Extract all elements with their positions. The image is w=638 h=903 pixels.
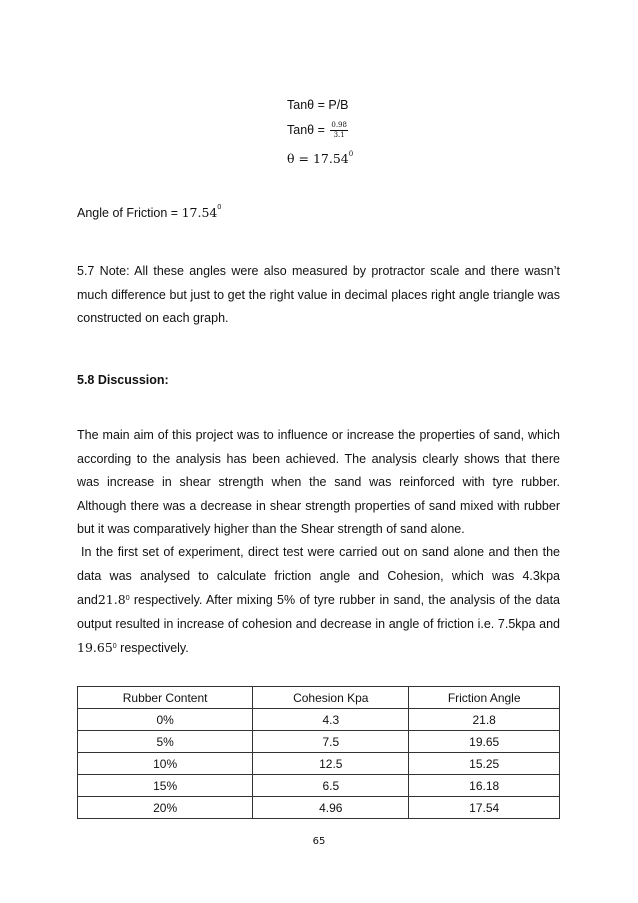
degree-superscript: 0 — [112, 643, 117, 651]
para2-text-c: respectively. — [116, 641, 189, 656]
table-cell: 10% — [78, 753, 253, 775]
table-cell: 20% — [78, 797, 253, 819]
formula-line-3-prefix: θ = — [287, 151, 313, 166]
discussion-paragraph-2 — [77, 541, 560, 661]
degree-superscript: 0 — [125, 595, 130, 603]
table-cell: 19.65 — [409, 731, 560, 753]
discussion-paragraph-1: The main aim of this project was to influence or increase the properties of sand, which according to the analysis has been achieved. The analysis clearly shows that there was increase in shear strength when the sand was reinforced with tyre rubber. Although there was a decrease in shear strength properties of sand mixed with rubber but it was comparatively higher than the Shear strength of sand alone. — [77, 428, 560, 537]
table-cell: 5% — [78, 731, 253, 753]
discussion-heading: 5.8 Discussion: — [77, 373, 169, 387]
para2-value-1: 21.8 — [97, 592, 126, 608]
table-cell: 7.5 — [253, 731, 409, 753]
table-cell: 15% — [78, 775, 253, 797]
formula-line-3 — [287, 151, 353, 166]
table-header-cell: Friction Angle — [409, 687, 560, 709]
table-row — [78, 775, 560, 797]
table-cell: 15.25 — [409, 753, 560, 775]
page-number: 65 — [312, 836, 326, 847]
fraction-numerator: 0.98 — [331, 121, 347, 129]
para2-text-a: In the first set of experiment, direct test were carried out on sand alone and then the data was analysed to calculate friction angle and Cohesion, which was 4.3kpa and — [77, 545, 560, 608]
table-cell: 17.54 — [409, 797, 560, 819]
table-row — [78, 709, 560, 731]
formula-line-1: Tanθ = P/B — [287, 98, 349, 112]
degree-superscript: 0 — [217, 204, 222, 211]
table-cell: 12.5 — [253, 753, 409, 775]
table-header-row — [78, 687, 560, 709]
angle-of-friction-label: Angle of Friction = — [77, 206, 182, 220]
formula-line-2 — [287, 121, 348, 140]
degree-superscript: 0 — [348, 150, 354, 158]
angle-of-friction-value: 17.54 — [181, 205, 218, 220]
table-row — [78, 797, 560, 819]
formula-fraction — [330, 121, 348, 140]
table-header-cell: Rubber Content — [78, 687, 253, 709]
table-cell: 0% — [78, 709, 253, 731]
formula-line-3-value: 17.54 — [312, 151, 349, 166]
table-header-cell: Cohesion Kpa — [253, 687, 409, 709]
formula-line-2-prefix: Tanθ = — [287, 122, 329, 137]
table-cell: 16.18 — [409, 775, 560, 797]
table-cell: 21.8 — [409, 709, 560, 731]
para2-value-2: 19.65 — [77, 640, 113, 656]
table-row — [78, 753, 560, 775]
note-paragraph: 5.7 Note: All these angles were also measured by protractor scale and there wasn’t much difference but just to get the right value in decimal places right angle triangle was constructed on each graph. — [77, 264, 560, 326]
table-row — [78, 731, 560, 753]
rubber-content-table — [77, 686, 560, 819]
para2-text-b: respectively. After mixing 5% of tyre rubber in sand, the analysis of the data output resulted in increase of cohesion and decrease in angle of friction i.e. 7.5kpa and — [77, 593, 560, 631]
table-cell: 4.96 — [253, 797, 409, 819]
angle-of-friction-line — [77, 205, 221, 220]
table-cell: 6.5 — [253, 775, 409, 797]
table-cell: 4.3 — [253, 709, 409, 731]
fraction-denominator: 3.1 — [333, 131, 345, 139]
